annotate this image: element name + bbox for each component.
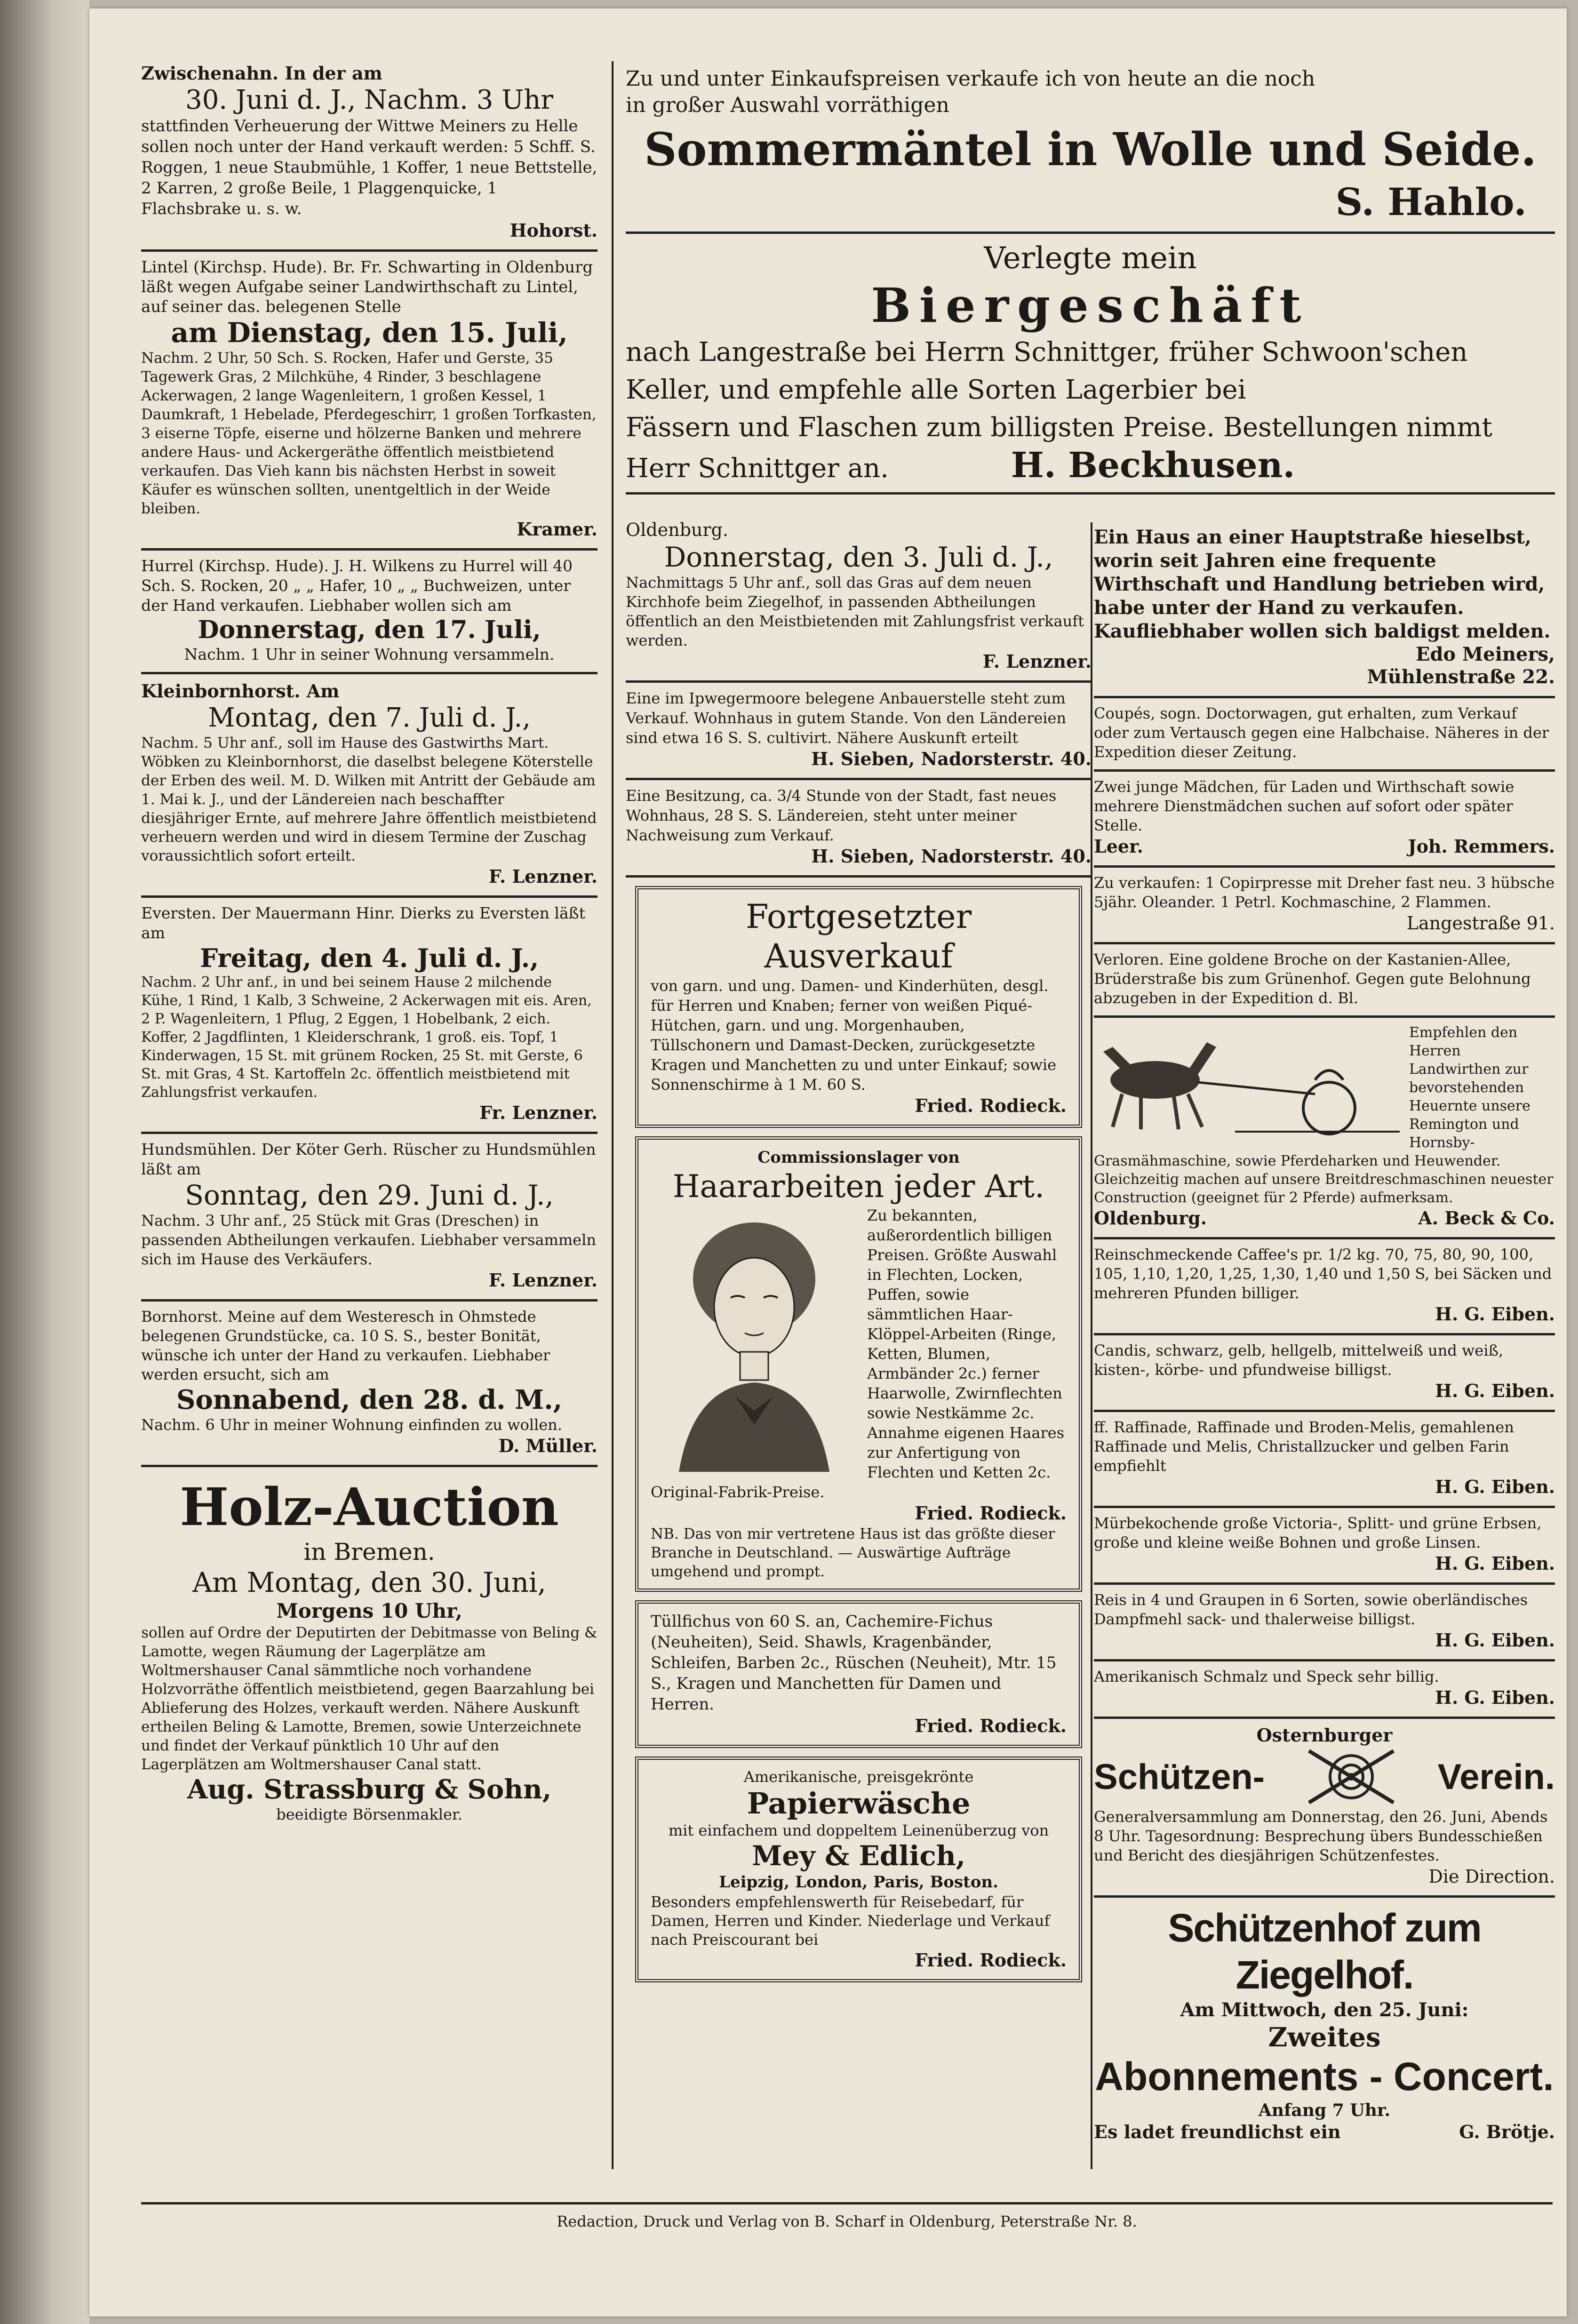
classified-ad: Eversten. Der Mauermann Hinr. Dierks zu Eversten läßt am Freitag, den 4. Juli d. J., Nachm. 2 Uhr anf., in und bei seinem Hause 2 milchende Kühe, 1 Rind, 1 Kalb, 3 Schweine, 2 Ackerwagen mit eis. Aren, 2 P. Wagenleitern, 1 Pflug, 2 Eggen, 1 Hobelbank, 2 eich. Koffer, 2 Jagdflinten, 1 Kleiderschrank, 1 groß. eis. Topf, 1 Kinderwagen, 15 St. mit grünem Rocken, 25 St. mit Gerste, 6 St. mit Gras, 4 St. Kartoffeln 2c. öffentlich meistbietend mit Zahlungsfrist verkaufen. Fr. Lenzner.: [141, 898, 598, 1134]
classified-ad: Amerikanisch Schmalz und Speck sehr billig. H. G. Eiben.: [1094, 1661, 1555, 1719]
classified-ad: Eine Besitzung, ca. 3/4 Stunde von der Stadt, fast neues Wohnhaus, 28 S. S. Ländereien, steht unter meiner Nachweisung zum Verkauf. H. Sieben, Nadorsterstr. 40.: [626, 780, 1092, 878]
right-column: [1094, 520, 1555, 2143]
woman-portrait-illustration: [651, 1208, 858, 1472]
classified-ad: Eine im Ipwegermoore belegene Anbauerstelle steht zum Verkauf. Wohnhaus in gutem Stande. Von den Ländereien sind etwa 16 S. S. cultivirt. Nähere Auskunft erteilt H. Sieben, Nadorsterstr. 40.: [626, 683, 1092, 780]
classified-ad: Bornhorst. Meine auf dem Westeresch in Ohmstede belegenen Grundstücke, ca. 10 S. S., bester Bonität, wünsche ich unter der Hand zu verkaufen. Liebhaber werden ersucht, sich am Sonnabend, den 28. d. M., Nachm. 6 Uhr in meiner Wohnung einfinden zu wollen. D. Müller.: [141, 1302, 598, 1467]
beer-title: Biergeschäft: [871, 278, 1310, 333]
classified-ad: Zu verkaufen: 1 Copirpresse mit Dreher fast neu. 3 hübsche 5jähr. Oleander. 1 Petrl. Kochmaschine, 2 Flammen. Langestraße 91.: [1094, 868, 1555, 944]
tuellfichus-ad: Tüllfichus von 60 S. an, Cachemire-Fichus (Neuheiten), Seid. Shawls, Kragenbänder, Schleifen, Barben 2c., Rüschen (Neuheit), Mtr. 15 S., Kragen und Manchetten für Damen und Herren. Fried. Rodieck.: [635, 1600, 1082, 1748]
mowing-machine-ad: Empfehlen den Herren Landwirthen zur bevorstehenden Heuernte unsere Remington und Hornsby-Grasmähmaschine, sowie Pferdeharken und Heuwender. Gleichzeitig machen auf unsere Breitdreschmaschinen neuester Construction (geeignet für 2 Pferde) aufmerksam. Oldenburg. A. Beck & Co.: [1094, 1018, 1555, 1239]
classified-ad: Kleinbornhorst. Am Montag, den 7. Juli d. J., Nachm. 5 Uhr anf., soll im Hause des Gastwirths Mart. Wöbken zu Kleinbornhorst, die daselbst belegene Köterstelle der Erben des weil. M. D. Wilken mit Antritt der Gebäude am 1. Mai k. J., und der Ländereien nach beschaffter diesjähriger Ernte, auf mehrere Jahre öffentlich meistbietend verheuern werden und wird in diesem Termine der Zuschag voraussichtlich sofort erteilt. F. Lenzner.: [141, 674, 598, 898]
hahlo-firm: S. Hahlo.: [1335, 180, 1527, 224]
classified-ad: ff. Raffinade, Raffinade und Broden-Melis, gemahlenen Raffinade und Melis, Christallzucker und gelben Farin empfiehlt H. G. Eiben.: [1094, 1412, 1555, 1508]
classified-ad: Oldenburg. Donnerstag, den 3. Juli d. J., Nachmittags 5 Uhr anf., soll das Gras auf dem neuen Kirchhofe beim Ziegelhof, in passenden Abtheilungen öffentlich an den Meistbietenden mit Zahlungsfrist verkauft werden. F. Lenzner.: [626, 513, 1092, 683]
classified-ad: Verloren. Eine goldene Broche on der Kastanien-Allee, Brüderstraße bis zum Grünenhof. Gegen gute Belohnung abzugeben in der Expedition d. Bl.: [1094, 944, 1555, 1018]
ausverkauf-ad: Fortgesetzter Ausverkauf von garn. und ung. Damen- und Kinderhüten, desgl. für Herren und Knaben; ferner von weißen Piqué-Hütchen, garn. und ung. Morgenhauben, Tüllschonern und Damast-Decken, zurückgesetzte Kragen und Manchetten zu und unter Einkauf; sowie Sonnenschirme à 1 M. 60 S. Fried. Rodieck.: [635, 886, 1082, 1128]
left-column: [141, 56, 598, 1824]
classified-ad: Ein Haus an einer Hauptstraße hieselbst, worin seit Jahren eine frequente Wirthschaft und Handlung betrieben wird, habe unter der Hand zu verkaufen. Kaufliebhaber wollen sich baldigst melden. Edo Meiners, Mühlenstraße 22.: [1094, 520, 1555, 698]
classified-ad: Zwei junge Mädchen, für Laden und Wirthschaft sowie mehrere Dienstmädchen suchen auf sofort oder später Stelle. Leer. Joh. Remmers.: [1094, 772, 1555, 868]
crossed-rifles-target-icon: [1304, 1746, 1398, 1807]
schuetzenverein-ad: Osternburger Schützen- Verein. Generalversammlung am Donnerstag, den 26. Juni, Abends 8 Uhr. Tagesordnung: Besprechung übers Bundesschießen und Bericht des diesjährigen Schützenfestes. Die Direction.: [1094, 1719, 1555, 1898]
classified-ad: Hurrel (Kirchsp. Hude). J. H. Wilkens zu Hurrel will 40 Sch. S. Rocken, 20 „ „ Hafer, 10 „ „ Buchweizen, unter der Hand verkaufen. Liebhaber wollen sich am Donnerstag, den 17. Juli, Nachm. 1 Uhr in seiner Wohnung versammeln.: [141, 551, 598, 674]
haararbeiten-ad: Commissionslager von Haararbeiten jeder Art. Zu bekannten, außerordentlich billigen Preisen. Größte Auswahl in Flechten, Locken, Puffen, sowie sämmtlichen Haar-Klöppel-Arbeiten (Ringe, Ketten, Blumen, Armbänder 2c.) ferner Haarwolle, Zwirnflechten sowie Nestkämme 2c. Annahme eigenen Haares zur Anfertigung von Flechten und Ketten 2c. Original-Fabrik-Preise. Fried. Rodieck. NB. Das von mir vertretene Haus ist das größte dieser Branche in Deutschland. — Auswärtige Aufträge umgehend und prompt.: [635, 1136, 1082, 1592]
horse-mower-illustration: [1094, 1023, 1404, 1141]
classified-ad: Coupés, sogn. Doctorwagen, gut erhalten, zum Verkauf oder zum Vertausch gegen eine Halbchaise. Näheres in der Expedition dieser Zeitung.: [1094, 698, 1555, 772]
classified-ad: Zwischenahn. In der am 30. Juni d. J., Nachm. 3 Uhr stattfinden Verheuerung der Wittwe Meiners zu Helle sollen noch unter der Hand verkauft werden: 5 Schff. S. Roggen, 1 neue Staubmühle, 1 Koffer, 1 neue Bettstelle, 2 Karren, 2 große Beile, 1 Plaggenquicke, 1 Flachsbrake u. s. w. Hohorst.: [141, 56, 598, 252]
classified-ad: Candis, schwarz, gelb, hellgelb, mittelweiß und weiß, kisten-, körbe- und pfundweise billigst. H. G. Eiben.: [1094, 1335, 1555, 1412]
classified-ad: Lintel (Kirchsp. Hude). Br. Fr. Schwarting in Oldenburg läßt wegen Aufgabe seiner Landwirthschaft zu Lintel, auf seiner das. belegenen Stelle am Dienstag, den 15. Juli, Nachm. 2 Uhr, 50 Sch. S. Rocken, Hafer und Gerste, 35 Tagewerk Gras, 2 Milchkühe, 4 Rinder, 3 beschlagene Ackerwagen, 2 lange Wagenleitern, 1 großen Kessel, 1 Daumkraft, 1 Hebelade, Pferdegeschirr, 1 großen Torfkasten, 3 eiserne Töpfe, eiserne und hölzerne Banken und mehrere andere Haus- und Ackergeräthe öffentlich meistbietend verkaufen. Das Vieh kann bis nächsten Herbst in soweit Käufer es wünschen sollten, unentgeltlich in der Weide bleiben. Kramer.: [141, 252, 598, 551]
ziegelhof-concert-ad: Schützenhof zum Ziegelhof. Am Mittwoch, den 25. Juni: Zweites Abonnements - Concert. Anfang 7 Uhr. Es ladet freundlichst ein G. Brötje.: [1094, 1906, 1555, 2142]
classified-ad: Hundsmühlen. Der Köter Gerh. Rüscher zu Hundsmühlen läßt am Sonntag, den 29. Juni d. J., Nachm. 3 Uhr anf., 25 Stück mit Gras (Dreschen) in passenden Abtheilungen verkaufen. Liebhaber versammeln sich im Hause des Verkäufers. F. Lenzner.: [141, 1134, 598, 1302]
hahlo-ad: Zu und unter Einkaufspreisen verkaufe ich von heute an die noch in großer Auswahl vorräthigen Sommermäntel in Wolle und Seide. S. Hahlo. Verlegte mein Biergeschäft nach Langestraße bei Herrn Schnittger, früher Schwoon'schen Keller, und empfehle alle Sorten Lagerbier bei Fässern und Flaschen zum billigsten Preise. Bestellungen nimmt Herr Schnittger an. H. Beckhusen.: [626, 66, 1555, 495]
holz-auction-ad: Holz-Auction in Bremen. Am Montag, den 30. Juni, Morgens 10 Uhr, sollen auf Ordre der Deputirten der Debitmasse von Beling & Lamotte, wegen Räumung der Lagerplätze am Woltmershauser Canal sämmtliche noch vorhandene Holzvorräthe öffentlich meistbietend, gegen Baarzahlung bei Ablieferung des Holzes, verkauft werden. Nähere Auskunft ertheilen Beling & Lamotte, Bremen, sowie Unterzeichnete und findet der Verkauf pünktlich 10 Uhr auf den Lagerplätzen am Woltmershauser Canal statt. Aug. Strassburg & Sohn, beeidigte Börsenmakler.: [141, 1477, 598, 1823]
hahlo-headline: Sommermäntel in Wolle und Seide.: [644, 123, 1537, 176]
book-spine: [0, 0, 89, 2324]
papierwaesche-ad: Amerikanische, preisgekrönte Papierwäsche mit einfachem und doppeltem Leinenüberzug von Mey & Edlich, Leipzig, London, Paris, Boston. Besonders empfehlenswerth für Reisebedarf, für Damen, Herren und Kinder. Niederlage und Verkauf nach Preiscourant bei Fried. Rodieck.: [635, 1757, 1082, 1982]
beer-signature: H. Beckhusen.: [1011, 445, 1295, 486]
classified-ad: Reis in 4 und Graupen in 6 Sorten, sowie oberländisches Dampfmehl sack- und thalerweise billigst. H. G. Eiben.: [1094, 1585, 1555, 1661]
classified-ad: Reinschmeckende Caffee's pr. 1/2 kg. 70, 75, 80, 90, 100, 105, 1,10, 1,20, 1,25, 1,30, 1,40 und 1,50 S, bei Säcken und mehreren Pfunden billiger. H. G. Eiben.: [1094, 1239, 1555, 1335]
column-rule: [612, 61, 614, 2169]
imprint: Redaction, Druck und Verlag von B. Scharf in Oldenburg, Peterstraße Nr. 8.: [141, 2202, 1553, 2231]
classified-ad: Mürbekochende große Victoria-, Splitt- und grüne Erbsen, große und kleine weiße Bohnen und große Linsen. H. G. Eiben.: [1094, 1508, 1555, 1585]
middle-column: [626, 513, 1092, 1991]
